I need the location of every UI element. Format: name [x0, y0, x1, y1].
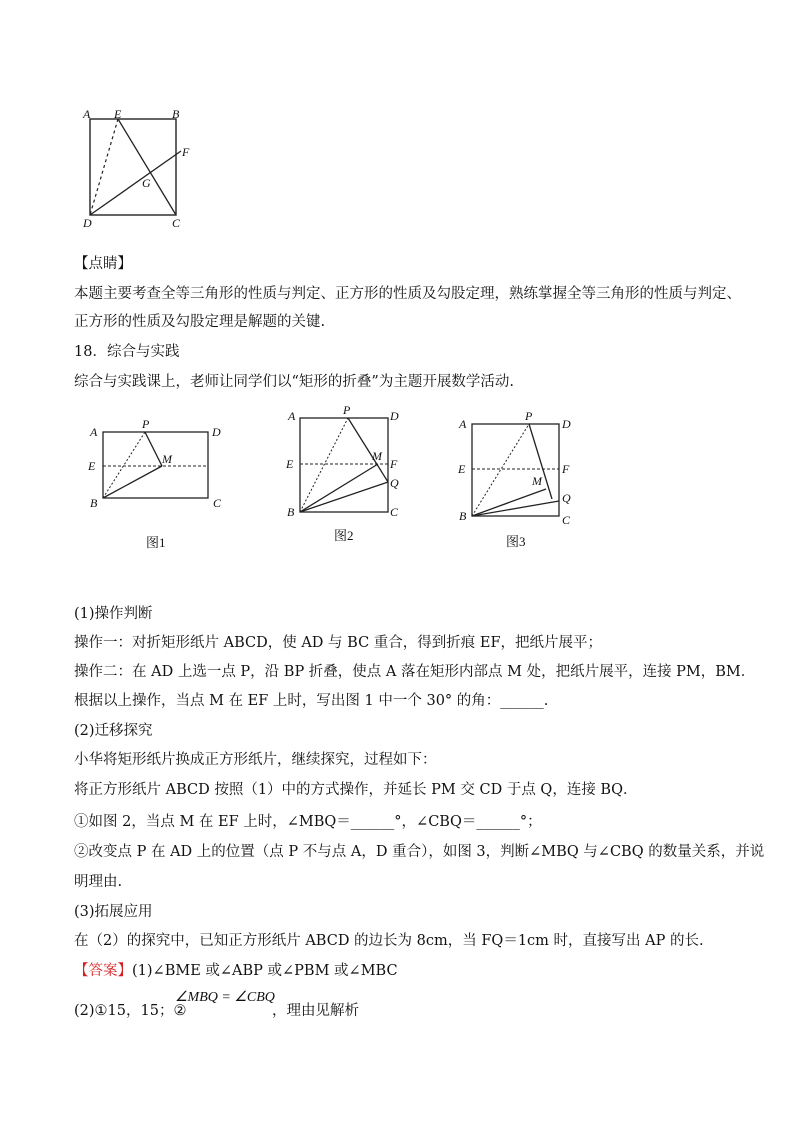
operation-1: 操作一：对折矩形纸片 ABCD，使 AD 与 BC 重合，得到折痕 EF，把纸片展平； — [74, 635, 603, 651]
fig1-label-d: D — [212, 425, 221, 439]
label-d: D — [83, 216, 92, 230]
answer-line-1 — [74, 961, 398, 981]
remark-heading: 【点睛】 — [74, 256, 132, 272]
part2-question-2-line-1: ②改变点 P 在 AD 上的位置（点 P 不与点 A，D 重合），如图 3，判断∠MBQ 与∠CBQ 的数量关系，并说 — [74, 844, 765, 860]
fig2-label-m: M — [372, 449, 382, 463]
part2-intro: 小华将矩形纸片换成正方形纸片，继续探究，过程如下： — [74, 752, 437, 768]
figure-2 — [284, 402, 414, 547]
part3-title: (3)拓展应用 — [74, 904, 153, 920]
part2-operation: 将正方形纸片 ABCD 按照（1）中的方式操作，并延长 PM 交 CD 于点 Q，连接 BQ． — [74, 782, 638, 798]
part2-question-2-line-2: 明理由. — [74, 874, 123, 890]
fig3-label-c: C — [562, 513, 571, 527]
fig1-label-p: P — [142, 417, 150, 431]
fig3-label-m: M — [532, 474, 542, 488]
fig3-label-e: E — [458, 462, 466, 476]
problem-title: 18．综合与实践 — [74, 344, 180, 360]
answer-line-2 — [74, 1001, 186, 1021]
figure-1 — [82, 412, 232, 552]
fig3-caption: 图3 — [506, 534, 526, 549]
fig1-label-c: C — [213, 496, 222, 510]
fig1-label-b: B — [90, 496, 98, 510]
problem-intro: 综合与实践课上，老师让同学们以“矩形的折叠”为主题开展数学活动. — [74, 374, 514, 390]
label-a: A — [83, 107, 91, 121]
figure-3 — [456, 406, 586, 551]
fig2-label-c: C — [390, 505, 399, 519]
fig3-label-d: D — [562, 417, 571, 431]
fig1-label-e: E — [88, 459, 96, 473]
fig2-label-f: F — [390, 457, 398, 471]
label-e: E — [114, 107, 122, 121]
answer-part-2-suffix: ，理由见解析 — [272, 1003, 359, 1019]
fig3-label-a: A — [459, 417, 467, 431]
part3-question: 在（2）的探究中，已知正方形纸片 ABCD 的边长为 8cm，当 FQ＝1cm 时，直接写出 AP 的长. — [74, 933, 704, 949]
fig3-label-b: B — [459, 509, 467, 523]
fig3-label-q: Q — [562, 491, 571, 505]
label-b: B — [172, 107, 180, 121]
remark-line-1: 本题主要考查全等三角形的性质与判定、正方形的性质及勾股定理，熟练掌握全等三角形的性质与判定、 — [74, 286, 741, 302]
fig2-label-p: P — [343, 403, 351, 417]
operation-2: 操作二：在 AD 上选一点 P，沿 BP 折叠，使点 A 落在矩形内部点 M 处，把纸片展平，连接 PM，BM． — [74, 664, 756, 680]
square-abcd-figure — [80, 105, 200, 230]
fig2-label-e: E — [286, 457, 294, 471]
fig3-label-f: F — [562, 462, 570, 476]
answer-part-1: (1)∠BME 或∠ABP 或∠PBM 或∠MBC — [132, 963, 398, 979]
fig2-caption: 图2 — [334, 528, 354, 543]
part1-title: (1)操作判断 — [74, 606, 153, 622]
fig3-label-p: P — [525, 409, 533, 423]
fig2-label-q: Q — [390, 476, 399, 490]
answer-formula: ∠MBQ = ∠CBQ — [175, 990, 275, 1005]
fig2-label-a: A — [288, 409, 296, 423]
label-f: F — [182, 145, 190, 159]
label-g: G — [142, 176, 151, 190]
fig2-label-b: B — [287, 505, 295, 519]
fig2-label-d: D — [390, 409, 399, 423]
part2-title: (2)迁移探究 — [74, 723, 153, 739]
answer-tag: 【答案】 — [74, 963, 132, 979]
question-1: 根据以上操作，当点 M 在 EF 上时，写出图 1 中一个 30° 的角：______. — [74, 693, 549, 709]
remark-line-2: 正方形的性质及勾股定理是解题的关键. — [74, 314, 326, 330]
answer-part-2-prefix: (2)①15，15；② — [74, 1003, 187, 1019]
fig1-label-a: A — [90, 425, 98, 439]
fig1-label-m: M — [162, 452, 172, 466]
fig1-caption: 图1 — [146, 535, 166, 550]
label-c: C — [172, 216, 181, 230]
part2-question-1: ①如图 2，当点 M 在 EF 上时，∠MBQ＝______°，∠CBQ＝______°； — [74, 814, 542, 830]
